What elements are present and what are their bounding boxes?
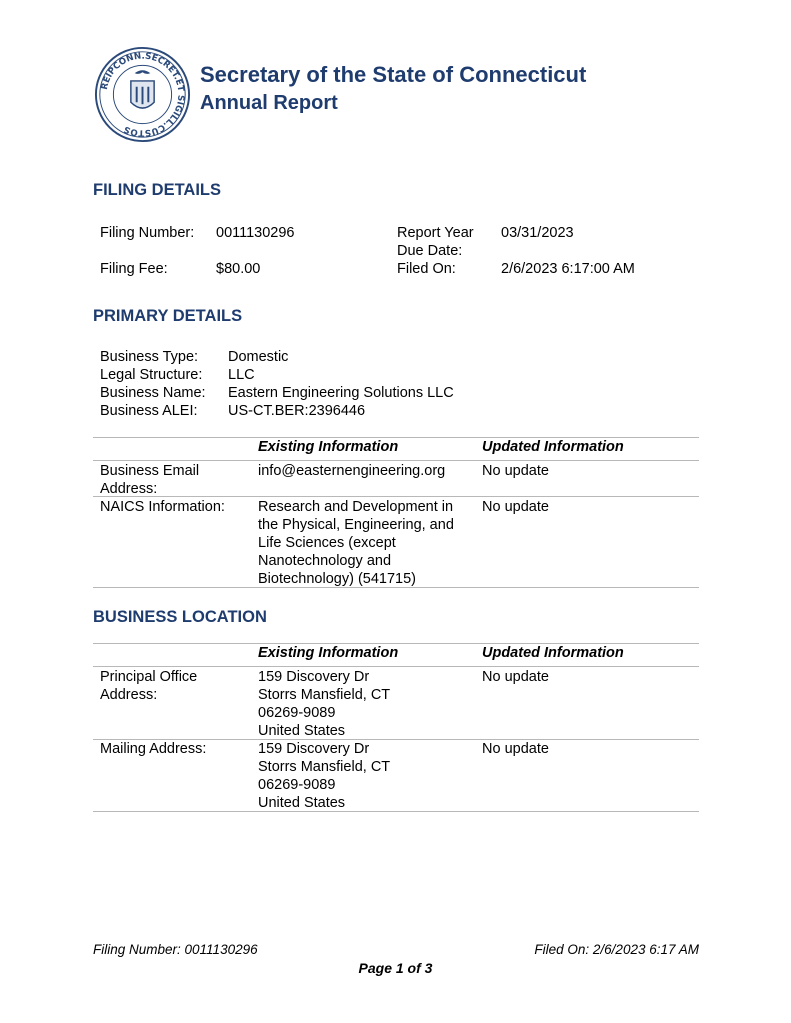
- report-year-label: Report Year Due Date:: [397, 225, 474, 259]
- column-header-updated: Updated Information: [482, 439, 624, 455]
- filing-number-value: 0011130296: [216, 225, 295, 241]
- table-divider: [93, 587, 699, 588]
- report-year-due-value: 03/31/2023: [501, 225, 574, 241]
- principal-office-label: Principal Office Address:: [100, 669, 198, 703]
- table-divider: [93, 460, 699, 461]
- primary-details-values: [228, 348, 454, 420]
- filing-fee-label: Filing Fee:: [100, 261, 168, 277]
- primary-details-heading: PRIMARY DETAILS: [93, 307, 243, 325]
- business-type-label: Business Type:: [100, 349, 199, 365]
- mailing-address-updated: No update: [482, 741, 549, 757]
- business-location-heading: BUSINESS LOCATION: [93, 608, 267, 626]
- filing-details-heading: FILING DETAILS: [93, 181, 222, 199]
- filing-number-label: Filing Number:: [100, 225, 195, 241]
- table-divider: [93, 437, 699, 438]
- page-title: Secretary of the State of Connecticut: [200, 62, 587, 87]
- business-email-label: Business Email Address:: [100, 463, 200, 497]
- business-type-value: Domestic: [228, 349, 289, 365]
- business-email-existing: info@easternengineering.org: [258, 463, 446, 479]
- page-number: Page 1 of 3: [358, 960, 433, 976]
- column-header-existing: Existing Information: [258, 439, 399, 455]
- legal-structure-label: Legal Structure:: [100, 367, 203, 383]
- state-seal-logo: [94, 46, 191, 143]
- naics-label: NAICS Information:: [100, 499, 225, 515]
- mailing-address-value: 159 Discovery Dr Storrs Mansfield, CT 06269-9089 United States: [258, 741, 391, 811]
- table-divider: [93, 496, 699, 497]
- svg-text:REIPCONN.SECRET.ET SIGILL.CUST: REIPCONN.SECRET.ET SIGILL.CUSTOS: [99, 51, 186, 138]
- footer-filing-number: Filing Number: 0011130296: [93, 942, 258, 957]
- footer-filed-on: Filed On: 2/6/2023 6:17 AM: [534, 942, 699, 957]
- business-email-updated: No update: [482, 463, 549, 479]
- table-divider: [93, 666, 699, 667]
- business-alei-value: US-CT.BER:2396446: [228, 403, 366, 419]
- legal-structure-value: LLC: [228, 367, 255, 383]
- business-alei-label: Business ALEI:: [100, 403, 198, 419]
- mailing-address-label: Mailing Address:: [100, 741, 207, 757]
- primary-details-labels: [100, 348, 206, 420]
- filing-fee-value: $80.00: [216, 261, 261, 277]
- table-divider: [93, 643, 699, 644]
- principal-office-address: 159 Discovery Dr Storrs Mansfield, CT 06269-9089 United States: [258, 669, 391, 739]
- naics-existing: Research and Development in the Physical, Engineering, and Life Sciences (except Nanotechnology and Biotechnology) (541715): [258, 499, 454, 587]
- table-divider: [93, 811, 699, 812]
- column-header-existing: Existing Information: [258, 645, 399, 661]
- filed-on-value: 2/6/2023 6:17:00 AM: [501, 261, 635, 277]
- column-header-updated: Updated Information: [482, 645, 624, 661]
- business-name-label: Business Name:: [100, 385, 206, 401]
- filed-on-label: Filed On:: [397, 261, 456, 277]
- page-subtitle: Annual Report: [200, 92, 338, 114]
- principal-office-updated: No update: [482, 669, 549, 685]
- naics-updated: No update: [482, 499, 549, 515]
- business-name-value: Eastern Engineering Solutions LLC: [228, 385, 454, 401]
